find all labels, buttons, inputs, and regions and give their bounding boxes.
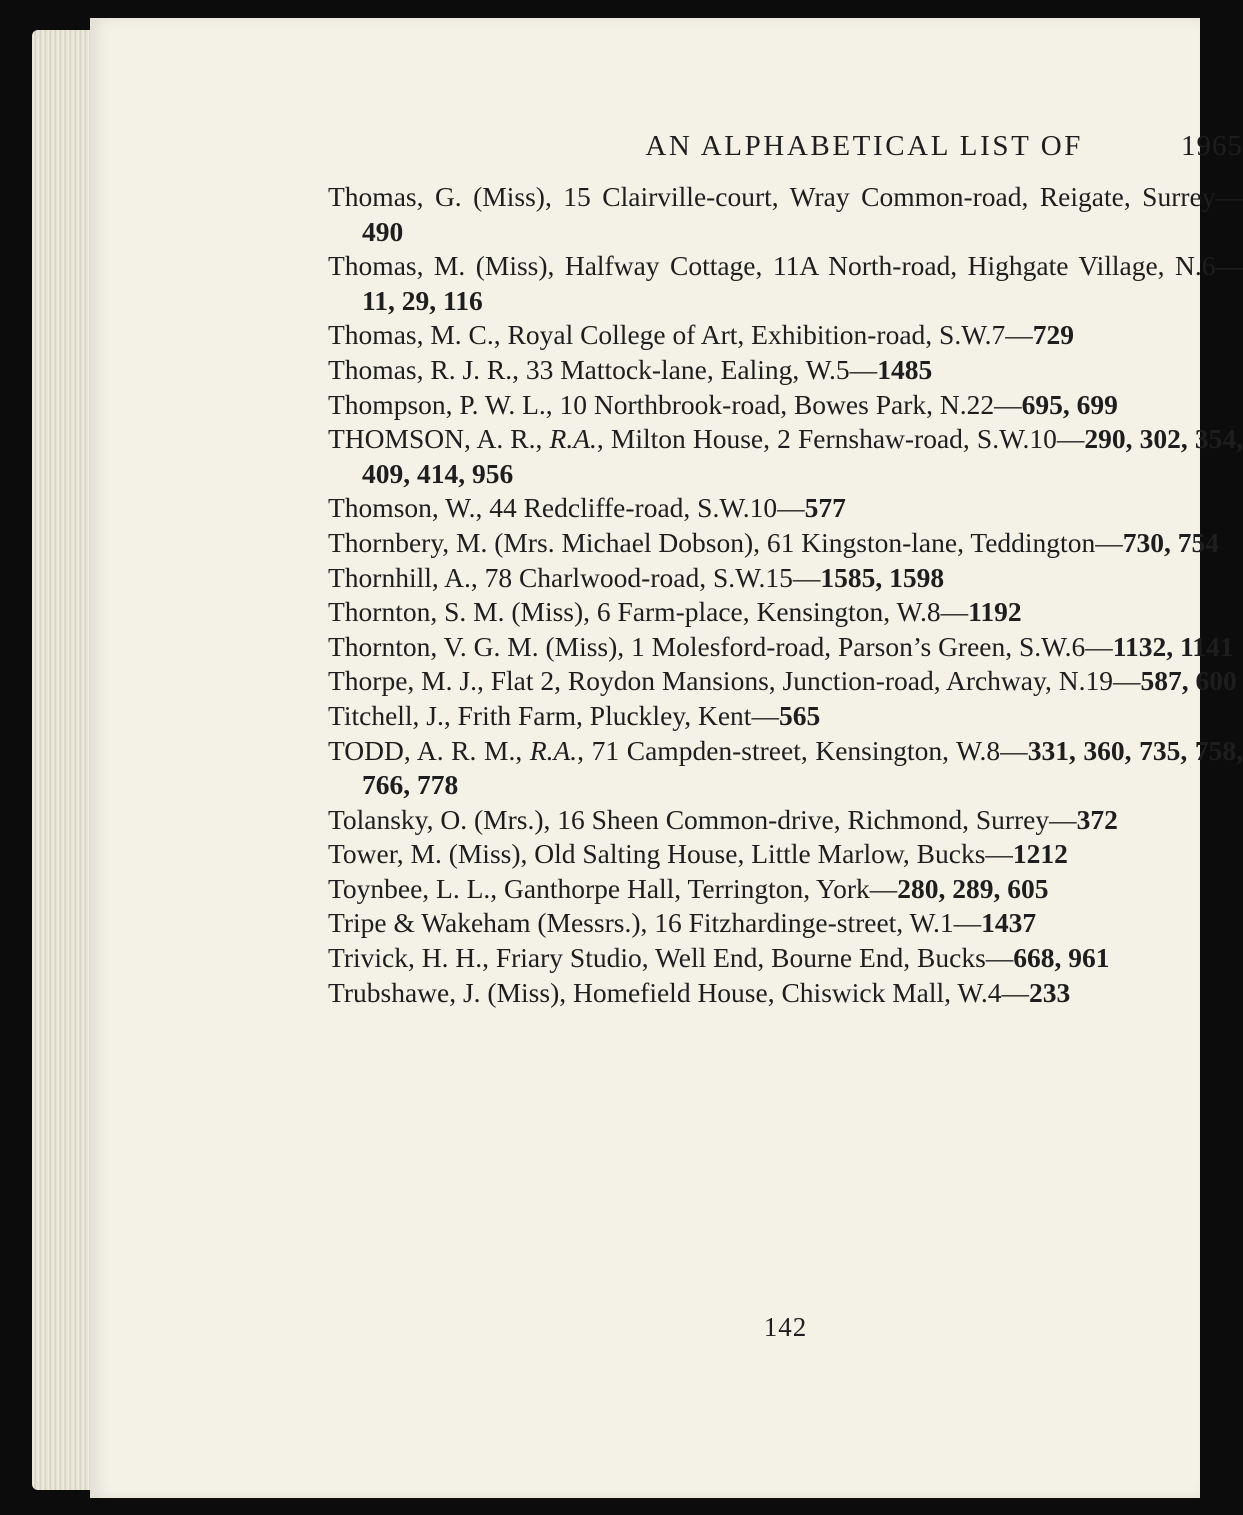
entry-name: Tolansky, O. (Mrs.), 16 Sheen Common-drive, Richmond, Surrey— <box>328 803 1077 835</box>
list-item <box>328 491 1243 526</box>
header-year: 1965 <box>1181 130 1243 162</box>
list-item <box>328 941 1243 976</box>
entry-academic-title: R.A. <box>529 734 578 766</box>
entry-name: Toynbee, L. L., Ganthorpe Hall, Terrington, York— <box>328 872 898 904</box>
entry-catalogue-numbers: 587, 600 <box>1140 665 1237 697</box>
entry-catalogue-numbers: 372 <box>1076 803 1118 835</box>
entry-name: Tripe & Wakeham (Messrs.), 16 Fitzhardinge-street, W.1— <box>328 907 982 939</box>
page-number: 142 <box>763 1312 808 1342</box>
list-item <box>328 526 1243 561</box>
entry-name: Thomson, W., 44 Redcliffe-road, S.W.10— <box>328 492 805 524</box>
book-page <box>90 18 1243 1498</box>
list-item <box>328 734 1243 803</box>
entry-catalogue-numbers: 577 <box>804 492 846 524</box>
entry-catalogue-numbers: 695, 699 <box>1021 388 1118 420</box>
entry-name: Trivick, H. H., Friary Studio, Well End, Bourne End, Bucks— <box>328 942 1014 974</box>
list-item <box>328 388 1243 423</box>
list-item <box>328 561 1243 596</box>
entry-academic-title: R.A. <box>549 423 597 455</box>
entry-catalogue-numbers: 1212 <box>1012 838 1068 870</box>
entry-catalogue-numbers: 490 <box>362 215 404 247</box>
entry-name: Thomas, M. (Miss), Halfway Cottage, 11A North-road, Highgate Village, N.6— <box>328 250 1243 282</box>
list-item <box>328 699 1243 734</box>
entry-catalogue-numbers: 331, 360, 735, 758, 766, 778 <box>362 734 1243 801</box>
list-item <box>328 803 1243 838</box>
entry-name: Thornbery, M. (Mrs. Michael Dobson), 61 Kingston-lane, Teddington— <box>328 526 1123 558</box>
entry-catalogue-numbers: 730, 754 <box>1122 526 1219 558</box>
running-header <box>328 130 1243 180</box>
entry-name: Tower, M. (Miss), Old Salting House, Little Marlow, Bucks— <box>328 838 1013 870</box>
entry-name: Thomas, M. C., Royal College of Art, Exhibition-road, S.W.7— <box>328 319 1033 351</box>
entry-catalogue-numbers: 1132, 1141 <box>1112 630 1234 662</box>
entry-name: Thornton, S. M. (Miss), 6 Farm-place, Kensington, W.8— <box>328 596 969 628</box>
entry-catalogue-numbers: 1192 <box>968 596 1022 628</box>
entry-catalogue-numbers: 11, 29, 116 <box>362 284 483 316</box>
entry-name: THOMSON, A. R., <box>328 423 550 455</box>
entry-list <box>328 180 1243 1010</box>
entry-catalogue-numbers: 280, 289, 605 <box>897 872 1049 904</box>
list-item <box>328 318 1243 353</box>
list-item <box>328 249 1243 318</box>
entry-catalogue-numbers: 1485 <box>877 353 933 385</box>
list-item <box>328 353 1243 388</box>
list-item <box>328 664 1243 699</box>
entry-catalogue-numbers: 729 <box>1032 319 1075 351</box>
list-item <box>328 906 1243 941</box>
entry-address: , Milton House, 2 Fernshaw-road, S.W.10— <box>596 423 1085 455</box>
entry-catalogue-numbers: 290, 302, 354, 409, 414, 956 <box>362 423 1243 489</box>
entry-catalogue-numbers: 668, 961 <box>1013 942 1110 974</box>
entry-catalogue-numbers: 1437 <box>981 907 1037 939</box>
entry-catalogue-numbers: 565 <box>778 699 821 731</box>
entry-name: Thomas, R. J. R., 33 Mattock-lane, Ealing, W.5— <box>328 353 878 385</box>
entry-address: , 71 Campden-street, Kensington, W.8— <box>577 734 1028 766</box>
list-item <box>328 872 1243 907</box>
entry-name: Titchell, J., Frith Farm, Pluckley, Kent— <box>328 699 779 731</box>
list-item <box>328 630 1243 665</box>
header-title: AN ALPHABETICAL LIST OF <box>645 130 1083 162</box>
list-item <box>328 837 1243 872</box>
entry-name: Thornhill, A., 78 Charlwood-road, S.W.15— <box>328 561 821 593</box>
entry-catalogue-numbers: 233 <box>1028 976 1071 1008</box>
entry-name: Thomas, G. (Miss), 15 Clairville-court, Wray Common-road, Reigate, Surrey— <box>328 181 1243 212</box>
list-item <box>328 976 1243 1011</box>
list-item <box>328 422 1243 491</box>
entry-name: Trubshawe, J. (Miss), Homefield House, Chiswick Mall, W.4— <box>328 976 1029 1008</box>
entry-name: TODD, A. R. M., <box>328 734 530 766</box>
entry-name: Thornton, V. G. M. (Miss), 1 Molesford-road, Parson’s Green, S.W.6— <box>328 630 1113 662</box>
list-item <box>328 595 1243 630</box>
page-content <box>328 130 1243 1342</box>
list-item <box>328 180 1243 249</box>
entry-name: Thorpe, M. J., Flat 2, Roydon Mansions, Junction-road, Archway, N.19— <box>328 665 1141 697</box>
entry-name: Thompson, P. W. L., 10 Northbrook-road, Bowes Park, N.22— <box>328 388 1022 420</box>
entry-catalogue-numbers: 1585, 1598 <box>820 561 945 593</box>
